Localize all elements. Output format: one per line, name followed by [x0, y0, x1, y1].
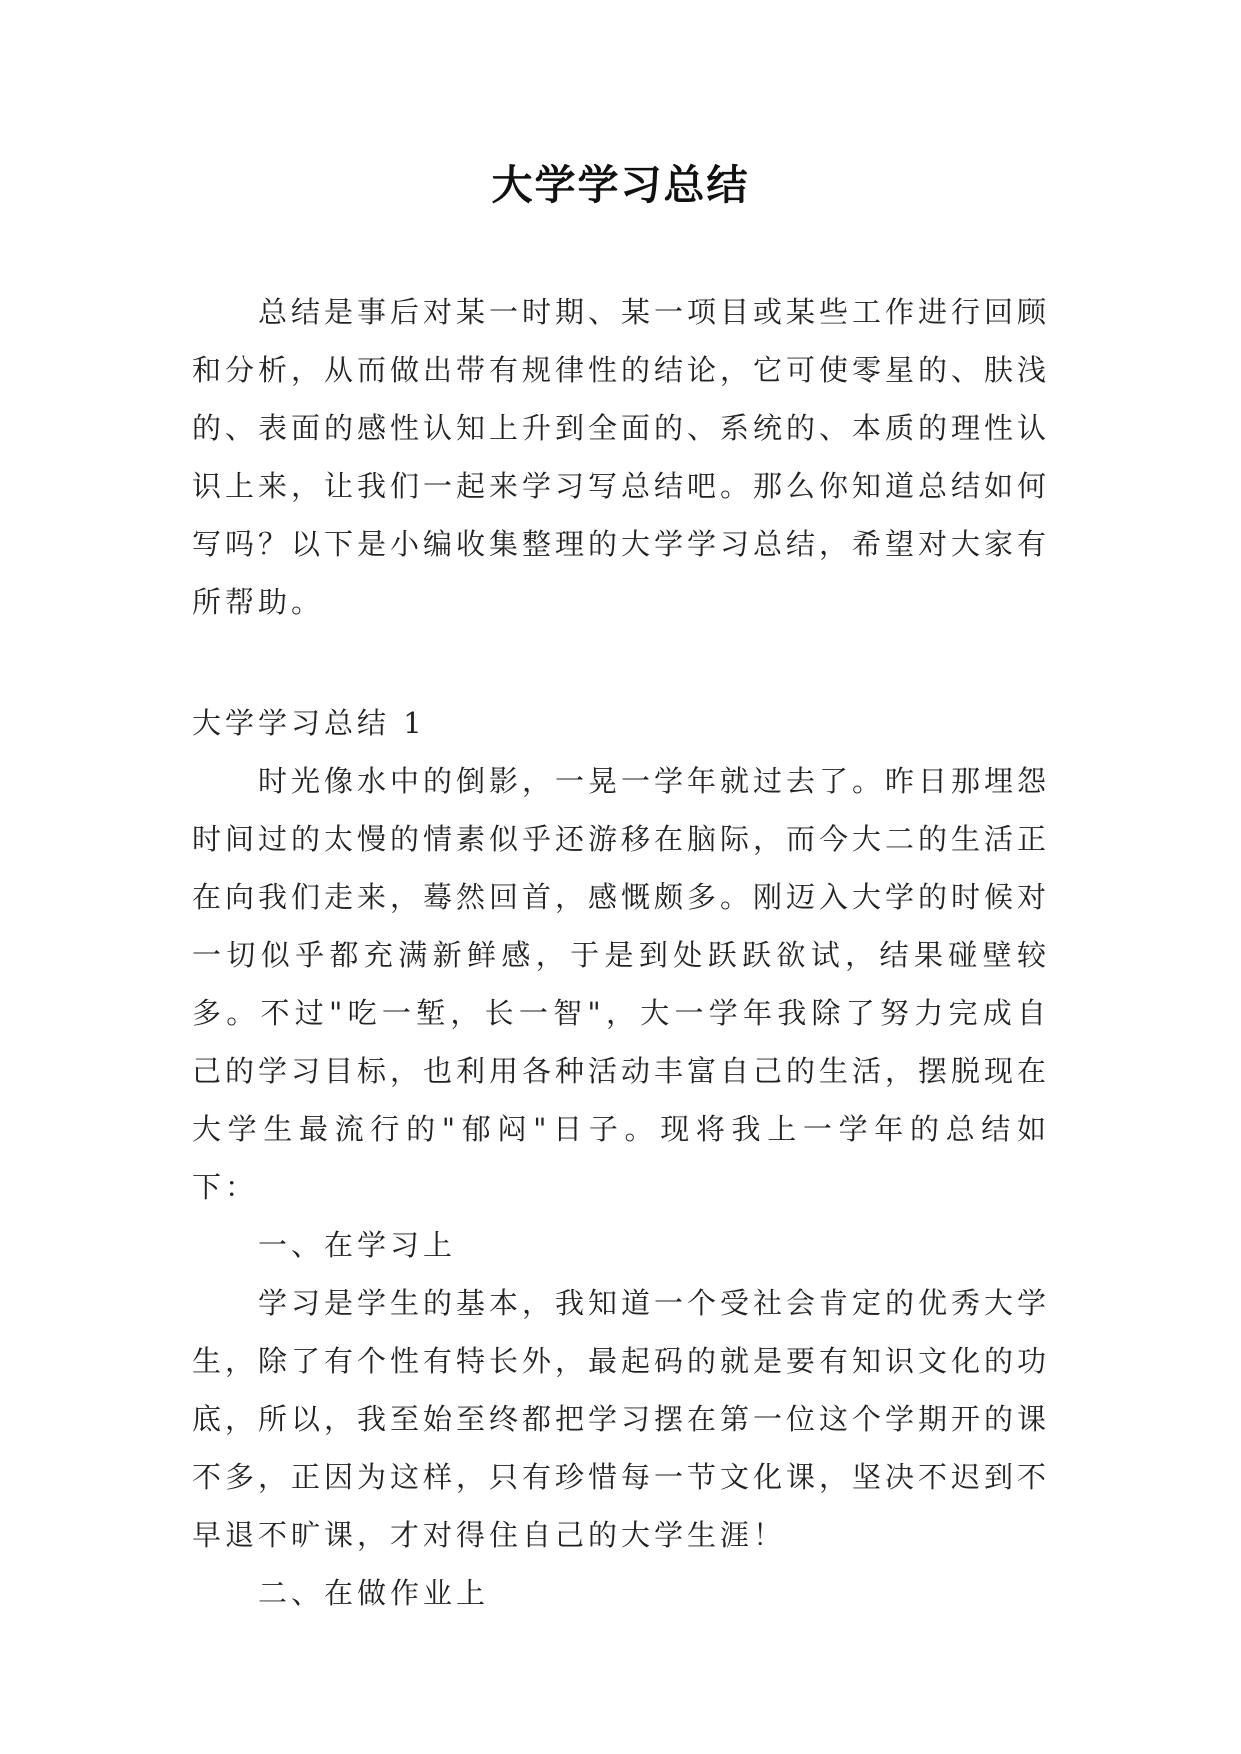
- subheading-homework: 二、在做作业上: [258, 1576, 490, 1610]
- section-paragraph-1: 时光像水中的倒影，一晃一学年就过去了。昨日那埋怨时间过的太慢的情素似乎还游移在脑际，而今大二的生活正在向我们走来，蓦然回首，感慨颇多。刚迈入大学的时候对一切似乎都充满新鲜感，于是到处跃跃欲试，结果碰壁较多。不过"吃一堑，长一智"，大一学年我除了努力完成自己的学习目标，也利用各种活动丰富自己的生活，摆脱现在大学生最流行的"郁闷"日子。现将我上一学年的总结如下：: [192, 764, 1051, 1204]
- intro-block: [192, 283, 1050, 631]
- section-paragraph-2: 学习是学生的基本，我知道一个受社会肯定的优秀大学生，除了有个性有特长外，最起码的就是要有知识文化的功底，所以，我至始至终都把学习摆在第一位这个学期开的课不多，正因为这样，只有珍惜每一节文化课，坚决不迟到不早退不旷课，才对得住自己的大学生涯！: [192, 1286, 1051, 1552]
- subheading-study: 一、在学习上: [258, 1228, 457, 1262]
- section-1: [192, 694, 1050, 1622]
- document-title: 大学学习总结: [491, 161, 750, 209]
- section-heading: 大学学习总结 1: [192, 706, 426, 740]
- intro-paragraph: 总结是事后对某一时期、某一项目或某些工作进行回顾和分析，从而做出带有规律性的结论，它可使零星的、肤浅的、表面的感性认知上升到全面的、系统的、本质的理性认识上来，让我们一起来学习写总结吧。那么你知道总结如何写吗？以下是小编收集整理的大学学习总结，希望对大家有所帮助。: [192, 295, 1051, 619]
